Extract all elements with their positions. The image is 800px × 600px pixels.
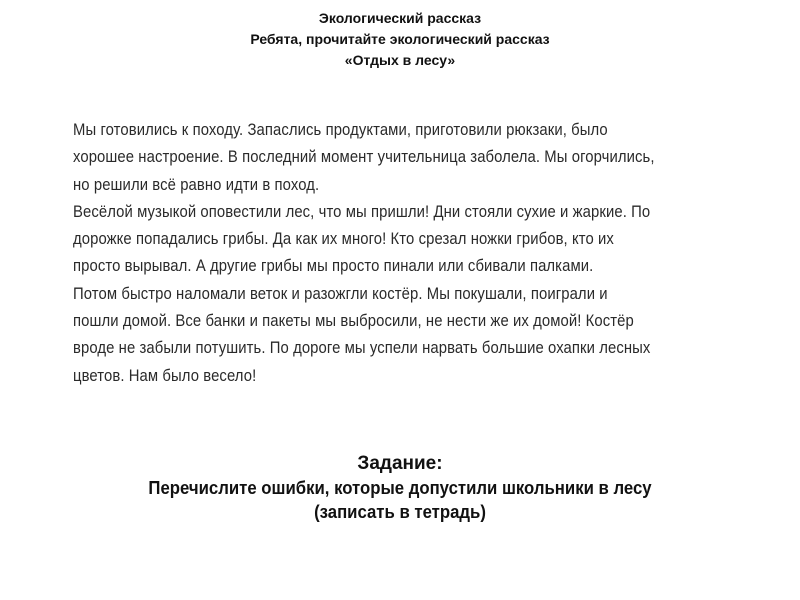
story-line: Потом быстро наломали веток и разожгли костёр. Мы покушали, поиграли и <box>73 284 608 303</box>
task-block <box>0 452 800 524</box>
story-line: но решили всё равно идти в поход. <box>73 175 320 194</box>
story-title: «Отдых в лесу» <box>344 52 456 68</box>
story-line: дорожке попадались грибы. Да как их много! Кто срезал ножки грибов, кто их <box>73 230 614 249</box>
story-line: пошли домой. Все банки и пакеты мы выбросили, не нести же их домой! Костёр <box>73 312 634 331</box>
task-note: (записать в тетрадь) <box>314 502 486 522</box>
header-title: Экологический рассказ <box>318 10 482 26</box>
story-line: Весёлой музыкой оповестили лес, что мы пришли! Дни стояли сухие и жаркие. По <box>73 202 651 221</box>
slide-header <box>0 8 800 71</box>
header-instruction: Ребята, прочитайте экологический рассказ <box>250 31 550 47</box>
story-line: просто вырывал. А другие грибы мы просто пинали или сбивали палками. <box>73 257 594 276</box>
task-title: Задание: <box>357 453 443 474</box>
task-instruction: Перечислите ошибки, которые допустили школьники в лесу <box>148 478 652 498</box>
story-line: цветов. Нам было весело! <box>73 366 257 385</box>
story-text <box>73 117 703 390</box>
story-line: Мы готовились к походу. Запаслись продуктами, приготовили рюкзаки, было <box>73 121 608 139</box>
story-line: вроде не забыли потушить. По дороге мы успели нарвать большие охапки лесных <box>73 339 651 358</box>
story-line: хорошее настроение. В последний момент учительница заболела. Мы огорчились, <box>73 148 655 167</box>
